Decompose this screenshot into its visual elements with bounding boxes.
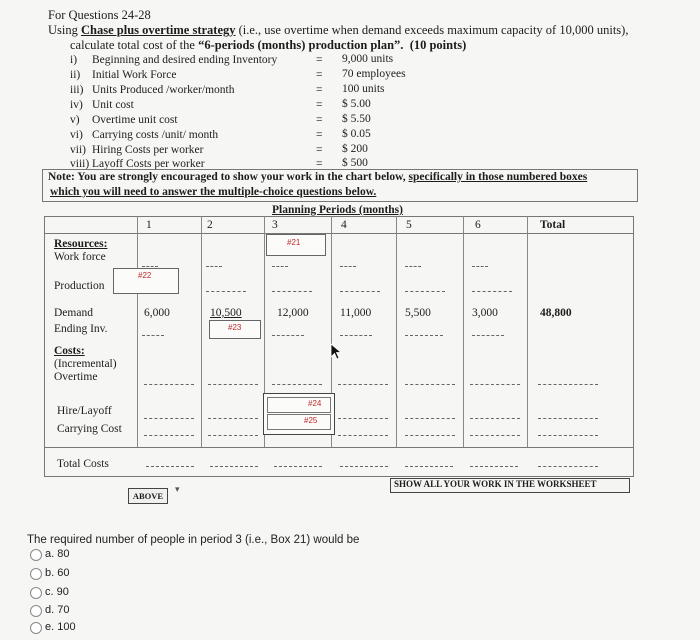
note-emphasis-1: specifically in those numbered boxes [408,171,588,183]
blank-line [405,435,455,436]
chevron-down-icon: ▾ [175,484,180,494]
box-22-tag: #22 [138,271,152,280]
blank-line [272,266,288,267]
param-label: Hiring Costs per worker [92,144,204,156]
blank-line [538,418,598,419]
blank-line [142,266,158,267]
show-work-banner [390,478,630,493]
blank-line [142,335,164,336]
param-eq: = [316,144,323,156]
instruction-post: (i.e., use overtime when demand exceeds maximum capacity of 10,000 units), [235,23,629,37]
param-eq: = [316,158,323,170]
option-e-label: e. 100 [45,621,76,633]
row-label-production: Production [54,280,105,292]
row-label-work-force: Work force [54,251,106,263]
demand-value: 5,500 [405,307,431,319]
param-value: $ 0.05 [342,128,371,140]
col-divider [396,216,397,447]
box-21-tag: #21 [287,238,301,247]
blank-line [470,384,520,385]
row-label-incremental: (Incremental) [54,358,117,370]
row-label-costs: Costs: [54,345,85,357]
param-num: ii) [70,69,81,81]
table-heading: Planning Periods (months) [272,204,403,216]
strategy-name: Chase plus overtime strategy [81,23,236,37]
param-eq: = [316,69,323,81]
blank-line [272,384,322,385]
blank-line [146,466,194,467]
box-25-tag: #25 [304,416,318,425]
row-label-ending-inv: Ending Inv. [54,323,108,335]
box-24-input[interactable] [267,397,331,413]
param-value: $ 5.50 [342,113,371,125]
blank-line [144,435,194,436]
blank-line [470,435,520,436]
box-24-tag: #24 [308,399,322,408]
blank-line [338,435,388,436]
show-work-label: SHOW ALL YOUR WORK IN THE WORKSHEET [394,479,597,489]
period-header-3: 3 [272,219,278,231]
param-label: Layoff Costs per worker [92,158,205,170]
plan-name: “6-periods (months) production plan”. [198,38,404,52]
blank-line [405,291,445,292]
param-label: Units Produced /worker/month [92,84,235,96]
col-divider [137,216,138,447]
row-label-carrying: Carrying Cost [57,423,122,435]
total-header: Total [540,219,566,231]
above-button-label: ABOVE [132,491,164,501]
option-d-label: d. 70 [45,604,70,616]
param-value: $ 500 [342,157,368,169]
blank-line [470,418,520,419]
box-23-input[interactable] [209,320,261,339]
param-label: Unit cost [92,99,134,111]
blank-line [538,384,598,385]
blank-line [272,335,304,336]
blank-line [340,291,380,292]
blank-line [272,291,312,292]
question-text: The required number of people in period 3 (i.e., Box 21) would be [27,534,360,546]
param-num: iii) [70,84,84,96]
box-24-25-group [263,393,335,435]
blank-line [208,384,258,385]
param-value: 70 employees [342,68,406,80]
blank-line [144,418,194,419]
option-b-label: b. 60 [45,567,70,579]
radio-b[interactable] [30,568,42,580]
period-header-6: 6 [475,219,481,231]
row-label-overtime: Overtime [54,371,98,383]
note-line-2: which you will need to answer the multiple-choice questions below. [50,186,377,198]
blank-line [206,266,222,267]
param-value: $ 200 [342,143,368,155]
blank-line [144,384,194,385]
period-header-2: 2 [207,219,213,231]
instruction-line-1 [48,23,628,38]
blank-line [206,291,246,292]
section-title: For Questions 24-28 [48,8,151,22]
demand-value: 11,000 [340,307,372,319]
radio-d[interactable] [30,605,42,617]
param-num: vii) [70,144,86,156]
option-c-label: c. 90 [45,586,69,598]
param-eq: = [316,114,323,126]
points: (10 points) [409,38,467,52]
blank-line [210,466,258,467]
cursor-arrow-icon [330,343,344,361]
col-divider [201,216,202,447]
blank-line [340,335,372,336]
box-25-input[interactable] [267,414,331,430]
blank-line [538,466,598,467]
period-header-4: 4 [341,219,347,231]
blank-line [340,266,356,267]
blank-line [340,466,388,467]
param-num: iv) [70,99,83,111]
demand-total: 48,800 [540,307,572,319]
blank-line [405,335,443,336]
blank-line [472,335,504,336]
option-a-label: a. 80 [45,548,70,560]
row-label-demand: Demand [54,307,93,319]
radio-c[interactable] [30,587,42,599]
blank-line [405,466,453,467]
blank-line [405,266,421,267]
col-divider [463,216,464,447]
row-label-resources: Resources: [54,238,108,250]
above-button[interactable] [128,488,168,504]
blank-line [470,466,518,467]
param-eq: = [316,129,323,141]
param-value: 9,000 units [342,53,394,65]
blank-line [472,266,488,267]
blank-line [472,291,512,292]
param-value: $ 5.00 [342,98,371,110]
demand-value: 12,000 [277,307,309,319]
instruction2-pre: calculate total cost of the [70,38,199,52]
param-eq: = [316,99,323,111]
demand-value: 10,500 [210,307,242,319]
box-22-input[interactable] [113,268,179,294]
param-num: v) [70,114,80,126]
param-num: i) [70,54,78,66]
blank-line [208,435,258,436]
param-num: viii) [70,158,90,170]
row-label-total-costs: Total Costs [57,458,109,470]
blank-line [208,418,258,419]
radio-a[interactable] [30,549,42,561]
param-value: 100 units [342,83,385,95]
param-num: vi) [70,129,83,141]
total-divider [44,447,634,448]
demand-value: 3,000 [472,307,498,319]
param-label: Initial Work Force [92,69,177,81]
radio-e[interactable] [30,622,42,634]
row-label-hire-layoff: Hire/Layoff [57,405,112,417]
instruction-pre: Using [48,23,81,37]
param-label: Carrying costs /unit/ month [92,129,219,141]
note-prefix: Note: You are strongly encouraged to show your work in the chart below, [48,171,409,183]
blank-line [274,466,322,467]
header-divider [44,233,634,234]
note-line-1 [48,171,587,183]
blank-line [538,435,598,436]
box-21-input[interactable] [266,234,326,256]
blank-line [338,384,388,385]
period-header-5: 5 [406,219,412,231]
blank-line [405,418,455,419]
period-header-1: 1 [146,219,152,231]
blank-line [405,384,455,385]
box-23-tag: #23 [228,323,242,332]
param-eq: = [316,54,323,66]
demand-value: 6,000 [144,307,170,319]
col-divider [527,216,528,447]
param-label: Overtime unit cost [92,114,178,126]
instruction-line-2 [70,38,466,53]
param-eq: = [316,84,323,96]
param-label: Beginning and desired ending Inventory [92,54,278,66]
blank-line [338,418,388,419]
